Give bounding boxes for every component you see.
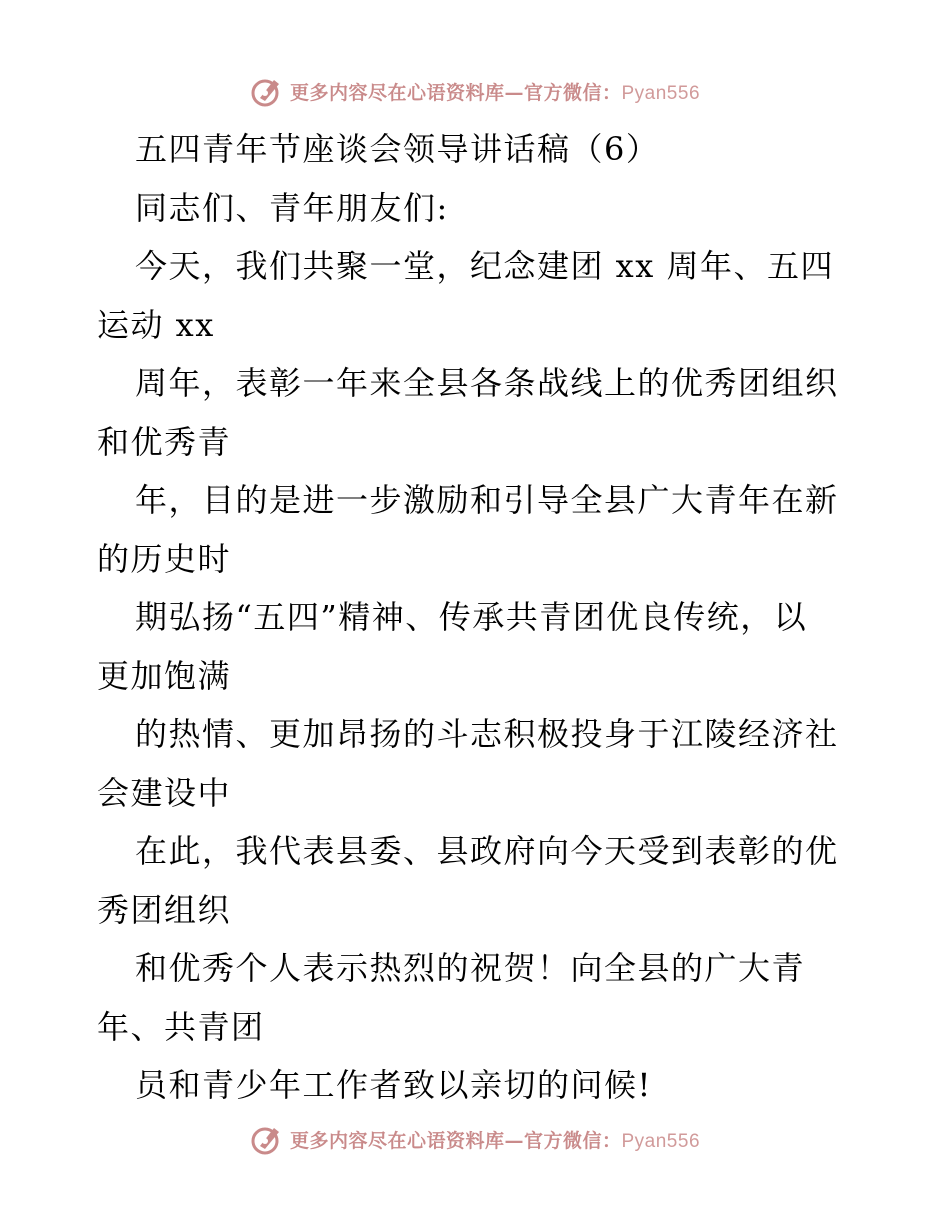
pen-nib-logo-icon <box>250 74 284 108</box>
body-line: 的热情、更加昂扬的斗志积极投身于江陵经济社 <box>135 715 839 753</box>
footer-banner-brand: Pyan556 <box>621 1130 701 1152</box>
header-banner-text <box>290 78 700 105</box>
header-banner-brand: Pyan556 <box>621 82 701 104</box>
pen-nib-logo-icon <box>250 1122 284 1156</box>
body-line: 和优秀青 <box>97 422 232 461</box>
header-banner-label: 更多内容尽在心语资料库—官方微信： <box>289 81 622 104</box>
body-line: 在此，我代表县委、县政府向今天受到表彰的优 <box>135 832 839 870</box>
body-line: 今天，我们共聚一堂，纪念建团 xx 周年、五四 <box>135 247 834 285</box>
body-line: 秀团组织 <box>97 890 232 929</box>
body-line: 更加饱满 <box>97 656 232 695</box>
body-line: 同志们、青年朋友们: <box>135 188 449 227</box>
body-line: 期弘扬“五四”精神、传承共青团优良传统，以 <box>135 598 808 636</box>
document-title: 五四青年节座谈会领导讲话稿（6） <box>135 130 660 168</box>
footer-banner-label: 更多内容尽在心语资料库—官方微信： <box>289 1129 622 1152</box>
body-line: 年，目的是进一步激励和引导全县广大青年在新 <box>135 481 839 519</box>
body-line: 周年，表彰一年来全县各条战线上的优秀团组织 <box>135 364 839 402</box>
footer-watermark-banner <box>0 1119 950 1159</box>
body-line: 会建设中 <box>97 773 232 812</box>
body-line: 运动 xx <box>97 305 215 344</box>
footer-banner-text <box>290 1126 700 1153</box>
body-line: 的历史时 <box>97 539 232 578</box>
body-line: 和优秀个人表示热烈的祝贺！向全县的广大青 <box>135 949 806 987</box>
body-line: 员和青少年工作者致以亲切的问候! <box>135 1066 652 1104</box>
footer-banner-inner <box>250 1122 700 1156</box>
document-body <box>97 120 857 1115</box>
header-watermark-banner <box>0 71 950 111</box>
header-banner-inner <box>250 74 700 108</box>
body-line: 年、共青团 <box>97 1007 265 1046</box>
